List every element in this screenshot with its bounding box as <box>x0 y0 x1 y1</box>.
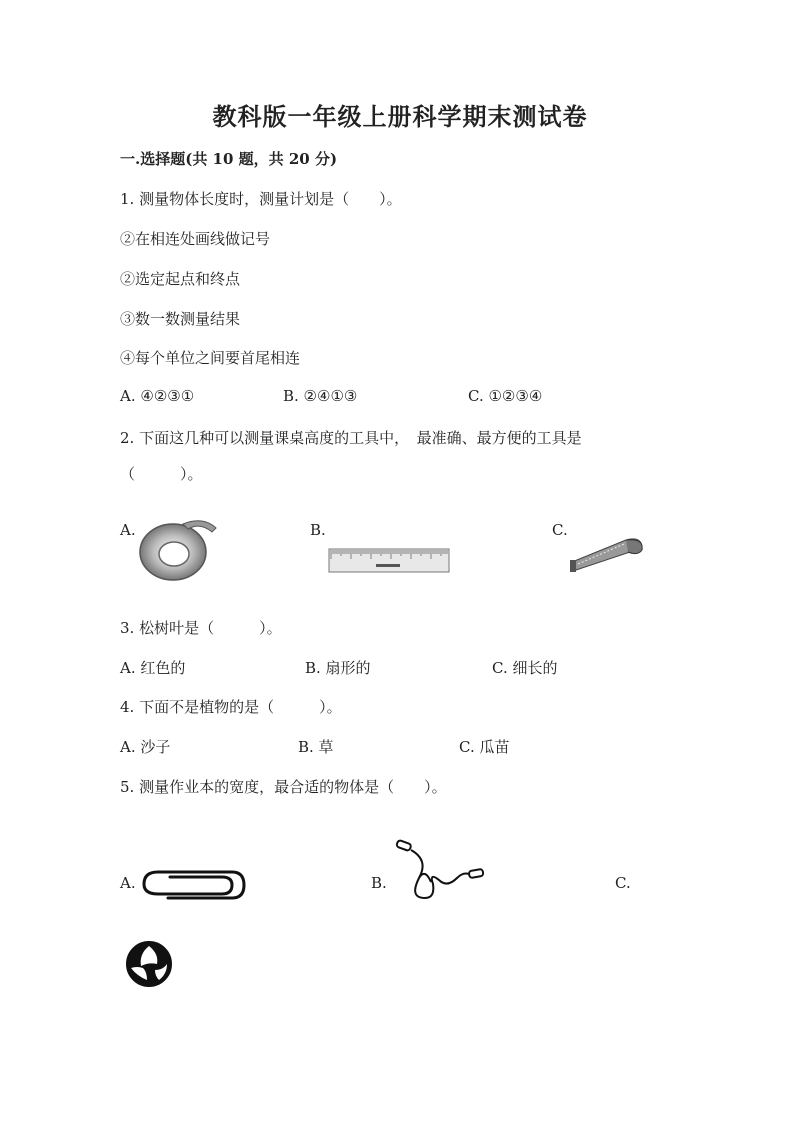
volleyball-icon <box>125 940 173 988</box>
question-5-option-b[interactable]: B. <box>371 874 387 892</box>
question-1-stem: 1. 测量物体长度时，测量计划是（ ）。 <box>120 190 402 208</box>
question-5-option-a[interactable]: A. <box>120 874 136 892</box>
paper-clip-icon <box>140 864 248 904</box>
question-1-item: ②在相连处画线做记号 <box>120 230 271 248</box>
page-title: 教科版一年级上册科学期末测试卷 <box>212 102 588 131</box>
question-2-stem-continued: （ ）。 <box>120 465 203 483</box>
question-1-item: ③数一数测量结果 <box>120 310 241 328</box>
question-2-option-a[interactable]: A. <box>120 521 136 539</box>
tape-measure-icon <box>568 532 646 574</box>
question-1-item: ④每个单位之间要首尾相连 <box>120 349 301 367</box>
question-3-option-a[interactable]: A. 红色的 <box>120 659 186 677</box>
question-1-item: ②选定起点和终点 <box>120 270 241 288</box>
question-3-option-c[interactable]: C. 细长的 <box>492 659 558 677</box>
question-4-option-c[interactable]: C. 瓜苗 <box>459 738 510 756</box>
ruler-icon <box>328 548 450 574</box>
question-3-stem: 3. 松树叶是（ ）。 <box>120 619 282 637</box>
question-4-option-b[interactable]: B. 草 <box>298 738 334 756</box>
question-2-stem: 2. 下面这几种可以测量课桌高度的工具中， 最准确、最方便的工具是 <box>120 429 582 447</box>
jump-rope-icon <box>395 838 487 904</box>
steel-tape-coil-icon <box>138 514 218 584</box>
question-1-option-b[interactable]: B. ②④①③ <box>283 387 358 405</box>
question-2-option-c[interactable]: C. <box>552 521 568 539</box>
question-4-option-a[interactable]: A. 沙子 <box>120 738 171 756</box>
section-heading: 一.选择题(共 10 题，共 20 分) <box>120 150 338 168</box>
question-5-option-c[interactable]: C. <box>615 874 631 892</box>
question-4-stem: 4. 下面不是植物的是（ ）。 <box>120 698 342 716</box>
question-2-option-b[interactable]: B. <box>310 521 326 539</box>
question-3-option-b[interactable]: B. 扇形的 <box>305 659 371 677</box>
question-1-option-c[interactable]: C. ①②③④ <box>468 387 543 405</box>
question-1-option-a[interactable]: A. ④②③① <box>120 387 195 405</box>
question-5-stem: 5. 测量作业本的宽度，最合适的物体是（ ）。 <box>120 778 447 796</box>
